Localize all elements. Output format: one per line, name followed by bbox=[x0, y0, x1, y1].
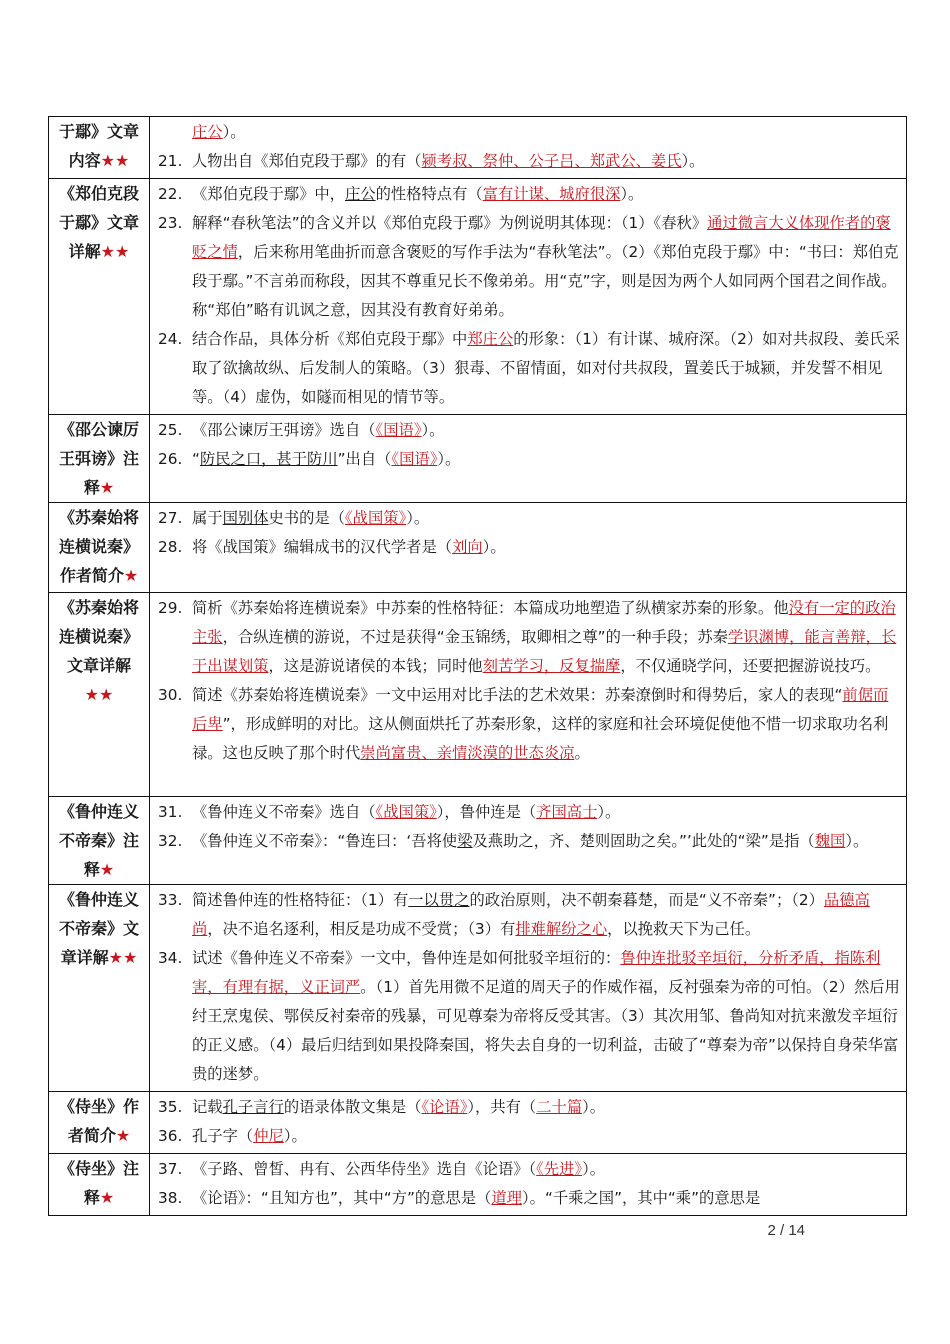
question-38: 38. 《论语》：“且知方也”，其中“方”的意思是（道理）。“千乘之国”，其中“乘”的意思是 bbox=[158, 1189, 761, 1207]
question-35: 35. 记载孔子言行的语录体散文集是（《论语》），共有（二十篇）。 bbox=[158, 1098, 606, 1116]
section-content bbox=[150, 117, 907, 179]
answer-text: 《战国策》 bbox=[345, 509, 407, 527]
answer-text: 前倨而后卑 bbox=[192, 686, 889, 733]
answer-text: 刻苦学习，反复揣摩 bbox=[482, 657, 621, 675]
section-content bbox=[150, 503, 907, 593]
section-label bbox=[49, 885, 150, 1092]
question-21: 21. 人物出自《郑伯克段于鄢》的有（颍考叔、祭仲、公子吕、郑武公、姜氏）。 bbox=[158, 152, 705, 170]
question-33: 33. 简述鲁仲连的性格特征：（1）有一以贯之的政治原则，决不朝秦暮楚，而是“义不帝秦”；（2）品德高尚，决不追名逐利，相反是功成不受赏；（3）有排难解纷之心，以挽救天下为己任。 bbox=[158, 891, 870, 938]
answer-text: 排难解纷之心 bbox=[515, 920, 608, 938]
section-content bbox=[150, 593, 907, 797]
section-label bbox=[49, 1154, 150, 1216]
star-rating: ★★ bbox=[84, 685, 114, 704]
question-32: 32. 《鲁仲连义不帝秦》：“鲁连曰：‘吾将使梁及燕助之，齐、楚则固助之矣。”’此处的“梁”是指（魏国）。 bbox=[158, 832, 869, 850]
answer-text: 学识渊博，能言善辩，长于出谋划策 bbox=[192, 628, 897, 675]
section-label-text: 《鲁仲连义不帝秦》文章详解 bbox=[58, 890, 139, 967]
answer-text: 道理 bbox=[491, 1189, 523, 1207]
section-content bbox=[150, 415, 907, 503]
answer-text: 鲁仲连批驳辛垣衍，分析矛盾，指陈利害，有理有据，义正词严 bbox=[192, 949, 881, 996]
question-37: 37. 《子路、曾皙、冉有、公西华侍坐》选自《论语》（《先进》）。 bbox=[158, 1160, 606, 1178]
section-label bbox=[49, 415, 150, 503]
answer-text: 仲尼 bbox=[253, 1127, 284, 1145]
table-row bbox=[49, 179, 907, 415]
section-label bbox=[49, 593, 150, 797]
answer-text: 没有一定的政治主张 bbox=[192, 599, 896, 646]
section-label-text: 《苏秦始将连横说秦》文章详解 bbox=[58, 598, 139, 675]
question-23: 23. 解释“春秋笔法”的含义并以《郑伯克段于鄢》为例说明其体现：（1）《春秋》通过微言大义体现作者的褒贬之情，后来称用笔曲折而意含褒贬的写作手法为“春秋笔法”。（2）《郑伯克段于鄢》中：“书曰：郑伯克段于鄢。”不言弟而称段，因其不尊重兄长不像弟弟。用“克”字，则是因为两个人如同两个国君之间作战。称“郑伯”略有讥讽之意，因其没有教育好弟弟。 bbox=[158, 214, 899, 319]
question-34: 34. 试述《鲁仲连义不帝秦》一文中，鲁仲连是如何批驳辛垣衍的：鲁仲连批驳辛垣衍，分析矛盾，指陈利害，有理有据，义正词严。（1）首先用微不足道的周天子的作威作福，反衬强秦为帝的可怕。（2）然后用纣王烹鬼侯、鄂侯反衬秦帝的残暴，可见尊秦为帝将反受其害。（3）其次用邹、鲁尚知对抗来激发辛垣衍的正义感。（4）最后归结到如果投降秦国，将失去自身的一切利益，击破了“尊秦为帝”以保持自身荣华富贵的迷梦。 bbox=[158, 949, 900, 1083]
table-row bbox=[49, 1092, 907, 1154]
star-rating: ★ bbox=[99, 860, 115, 879]
table-row bbox=[49, 1154, 907, 1216]
section-content bbox=[150, 1154, 907, 1216]
answer-text: 魏国 bbox=[814, 832, 846, 850]
star-rating: ★★ bbox=[100, 242, 130, 261]
answer-text: 《论语》 bbox=[421, 1098, 468, 1116]
answer-text: 郑庄公 bbox=[467, 330, 514, 348]
star-rating: ★ bbox=[123, 566, 139, 585]
answer-text: 《先进》 bbox=[536, 1160, 583, 1178]
answer-text: 刘向 bbox=[452, 538, 483, 556]
table-row bbox=[49, 593, 907, 797]
star-rating: ★ bbox=[99, 478, 115, 497]
star-rating: ★★ bbox=[100, 151, 130, 170]
answer-text: 崇尚富贵、亲情淡漠的世态炎凉 bbox=[360, 744, 575, 762]
question-24: 24. 结合作品，具体分析《郑伯克段于鄢》中郑庄公的形象：（1）有计谋、城府深。（2）如对共叔段、姜氏采取了欲擒故纵、后发制人的策略。（3）狠毒、不留情面，如对付共叔段，置姜氏于城颍，并发誓不相见等。（4）虚伪，如隧而相见的情节等。 bbox=[158, 330, 900, 406]
question-36: 36. 孔子字（仲尼）。 bbox=[158, 1127, 307, 1145]
answer-text: 《战国策》 bbox=[375, 803, 437, 821]
answer-text: 颍考叔、祭仲、公子吕、郑武公、姜氏 bbox=[421, 152, 682, 170]
question-26: 26. “防民之口，甚于防川”出自（《国语》）。 bbox=[158, 450, 461, 468]
answer-text: 齐国高士 bbox=[536, 803, 598, 821]
answer-text: 庄公 bbox=[192, 123, 223, 141]
section-label-text: 《鲁仲连义不帝秦》注释 bbox=[58, 802, 139, 879]
table-row bbox=[49, 415, 907, 503]
star-rating: ★★ bbox=[108, 948, 138, 967]
section-label-text: 《侍坐》注释 bbox=[58, 1159, 139, 1207]
section-content bbox=[150, 179, 907, 415]
section-content bbox=[150, 885, 907, 1092]
question-25: 25. 《邵公谏厉王弭谤》选自（《国语》）。 bbox=[158, 421, 445, 439]
question-27: 27. 属于国别体史书的是（《战国策》）。 bbox=[158, 509, 430, 527]
question-30: 30. 简述《苏秦始将连横说秦》一文中运用对比手法的艺术效果：苏秦潦倒时和得势后，家人的表现“前倨而后卑”，形成鲜明的对比。这从侧面烘托了苏秦形象，这样的家庭和社会环境促使他不惜一切求取功名利禄。这也反映了那个时代崇尚富贵、亲情淡漠的世态炎凉。 bbox=[158, 686, 889, 762]
table-row bbox=[49, 797, 907, 885]
section-label bbox=[49, 117, 150, 179]
question-28: 28. 将《战国策》编辑成书的汉代学者是（刘向）。 bbox=[158, 538, 506, 556]
answer-text: 通过微言大义体现作者的褒贬之情 bbox=[192, 214, 891, 261]
section-content bbox=[150, 797, 907, 885]
answer-text: 《国语》 bbox=[391, 450, 438, 468]
continuation-line: 庄公）。 bbox=[192, 123, 246, 141]
section-label bbox=[49, 503, 150, 593]
section-label-text: 《郑伯克段于鄢》文章详解 bbox=[58, 184, 139, 261]
table-row bbox=[49, 117, 907, 179]
answer-text: 二十篇 bbox=[536, 1098, 583, 1116]
section-label bbox=[49, 179, 150, 415]
table-row bbox=[49, 885, 907, 1092]
question-22: 22. 《郑伯克段于鄢》中，庄公的性格特点有（富有计谋、城府很深）。 bbox=[158, 185, 644, 203]
star-rating: ★ bbox=[115, 1126, 131, 1145]
section-content bbox=[150, 1092, 907, 1154]
section-label-text: 《苏秦始将连横说秦》作者简介 bbox=[58, 508, 139, 585]
study-table bbox=[48, 116, 907, 1216]
section-label-text: 于鄢》文章内容 bbox=[58, 122, 139, 170]
page-number: 2 / 14 bbox=[767, 1222, 805, 1239]
section-label bbox=[49, 1092, 150, 1154]
table-row bbox=[49, 503, 907, 593]
section-label-text: 《侍坐》作者简介 bbox=[58, 1097, 139, 1145]
star-rating: ★ bbox=[99, 1188, 115, 1207]
answer-text: 《国语》 bbox=[375, 421, 422, 439]
answer-text: 富有计谋、城府很深 bbox=[482, 185, 621, 203]
section-label bbox=[49, 797, 150, 885]
question-31: 31. 《鲁仲连义不帝秦》选自（《战国策》），鲁仲连是（齐国高士）。 bbox=[158, 803, 621, 821]
question-29: 29. 简析《苏秦始将连横说秦》中苏秦的性格特征：本篇成功地塑造了纵横家苏秦的形象。他没有一定的政治主张，合纵连横的游说，不过是获得“金玉锦绣，取卿相之尊”的一种手段；苏秦学识渊博，能言善辩，长于出谋划策，这是游说诸侯的本钱；同时他刻苦学习，反复揣摩，不仅通晓学问，还要把握游说技巧。 bbox=[158, 599, 897, 675]
section-label-text: 《邵公谏厉王弭谤》注释 bbox=[58, 420, 139, 497]
answer-text: 品德高尚 bbox=[192, 891, 870, 938]
